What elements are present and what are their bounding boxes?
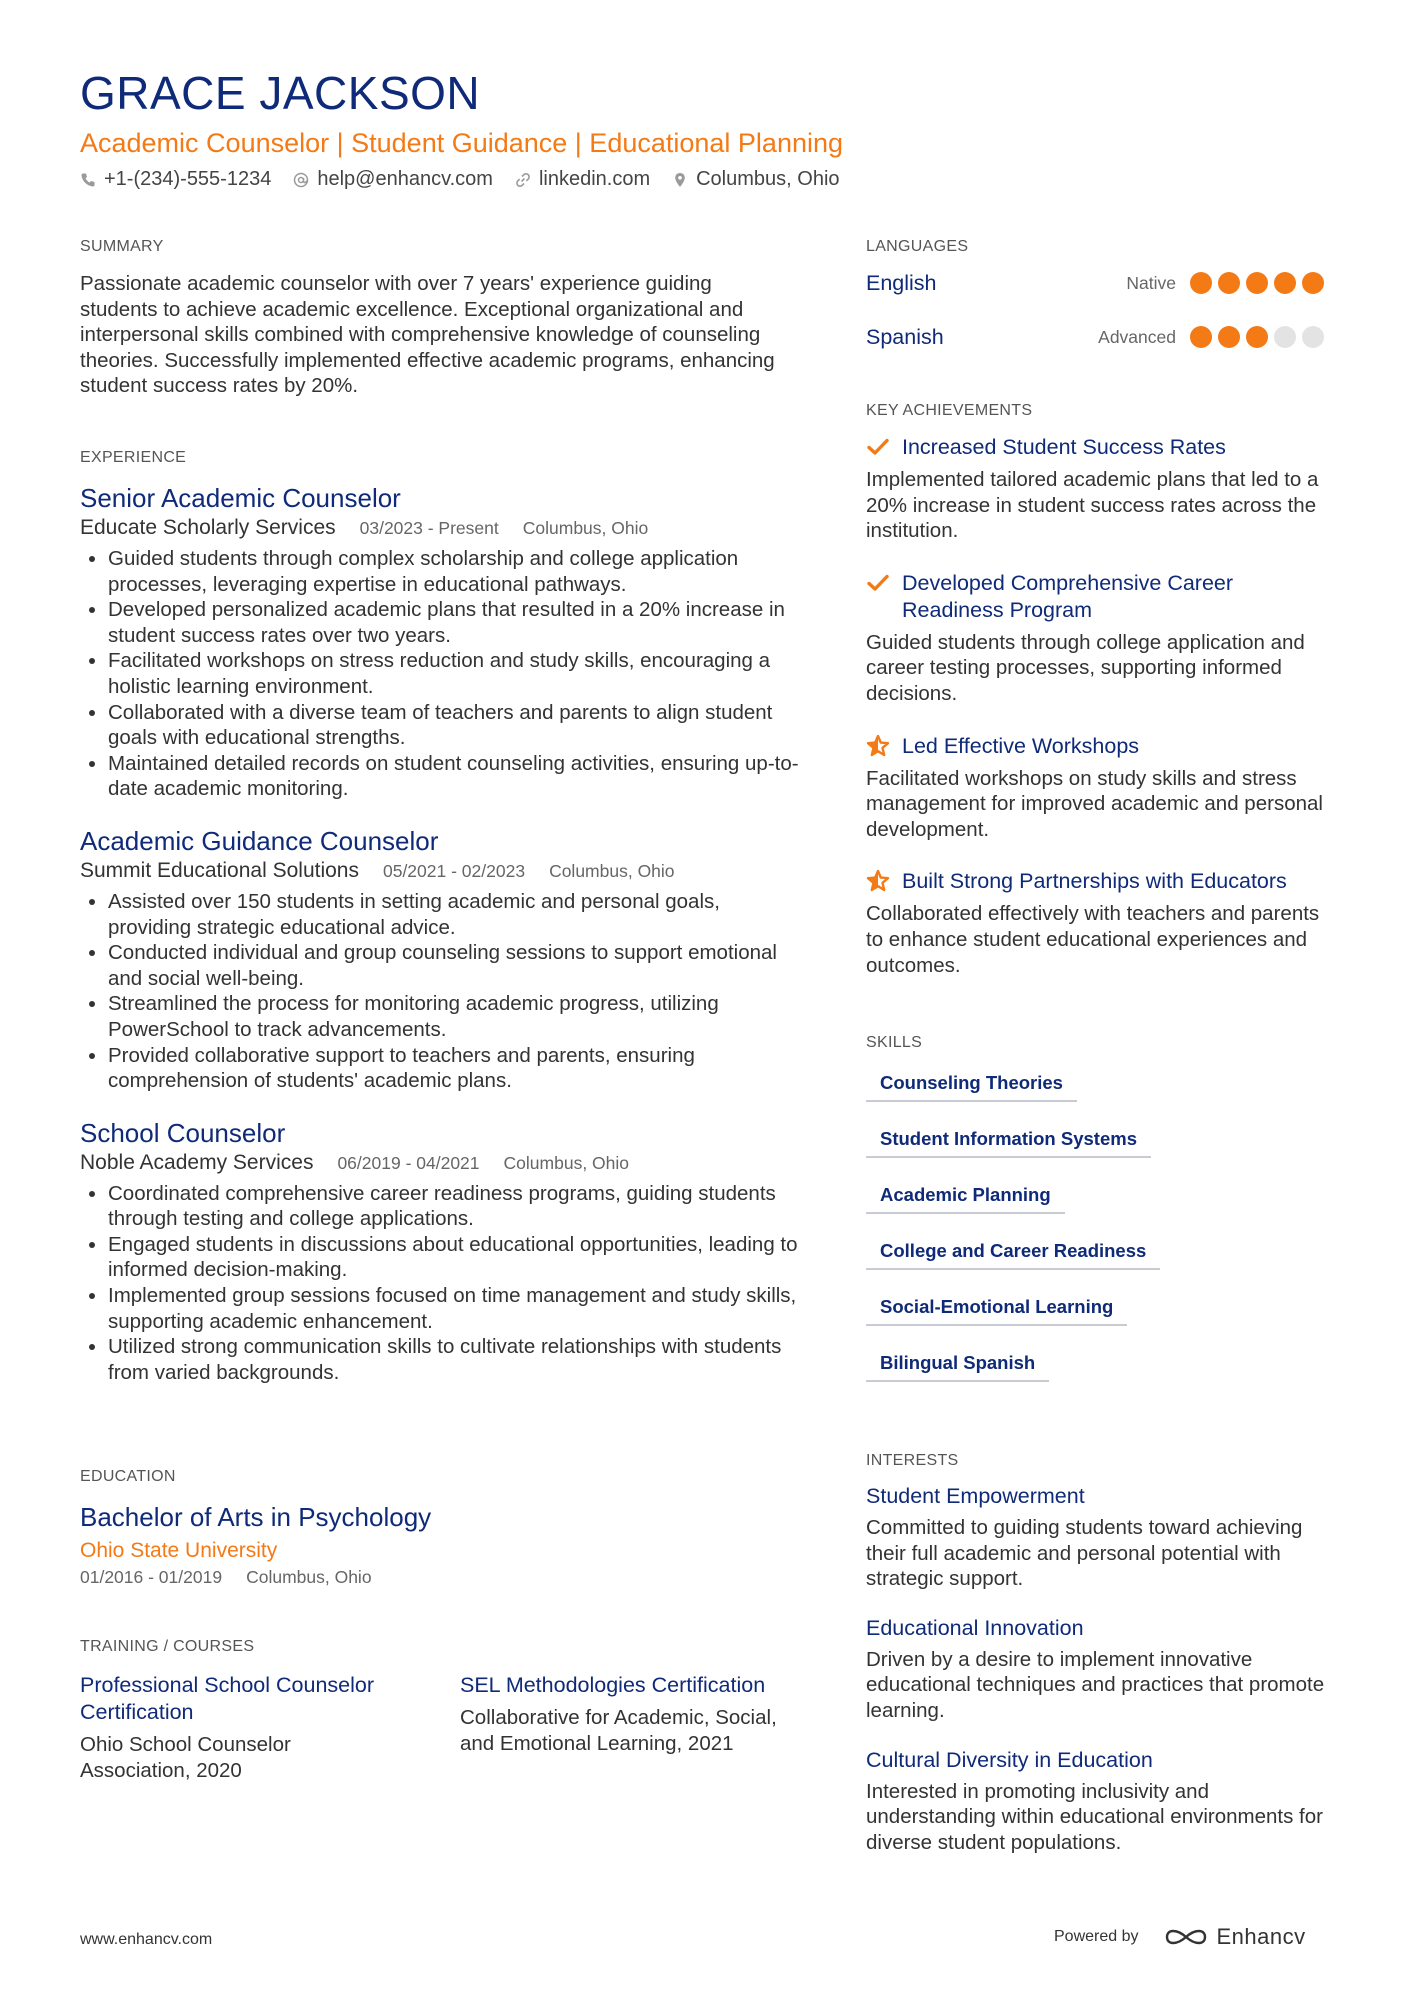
language-list [866,268,1336,352]
course-title: Professional School Counselor Certification [80,1673,374,1724]
rating-dot-empty [1274,326,1296,348]
language-name: Spanish [866,324,944,349]
job-location: Columbus, Ohio [549,860,675,881]
job-bullets [80,889,808,1094]
job-company: Noble Academy Services [80,1150,314,1174]
powered-by-label: Powered by [1054,1928,1139,1945]
job-bullets [80,546,808,802]
job-bullet: • Collaborated with a diverse team of teachers and parents to align student goals with educational strengths. [108,700,808,751]
job-entry [80,1118,800,1386]
experience-heading: EXPERIENCE [80,449,187,466]
job-bullet: • Implemented group sessions focused on time management and study skills, supporting academic enhancement. [108,1283,808,1334]
interests-heading: INTERESTS [866,1452,959,1469]
link-icon [515,172,531,188]
rating-dot-filled [1274,272,1296,294]
achievement-title: Led Effective Workshops [902,733,1140,758]
rating-dot-filled [1218,272,1240,294]
job-bullet: • Engaged students in discussions about educational opportunities, leading to informed decision-making. [108,1232,808,1283]
language-level: Native [1126,272,1176,293]
languages-heading: LANGUAGES [866,238,969,255]
rating-dot-filled [1190,326,1212,348]
job-bullet: • Streamlined the process for monitoring academic progress, utilizing PowerSchool to track advancements. [108,991,808,1042]
job-dates: 05/2021 - 02/2023 [382,860,526,881]
star-icon [866,869,890,893]
interest-description: Interested in promoting inclusivity and understanding within educational environments for diverse student populations. [866,1779,1323,1854]
job-company: Summit Educational Solutions [80,858,359,882]
job-bullet: • Coordinated comprehensive career readiness programs, guiding students through testing and college applications. [108,1181,808,1232]
education-dates: 01/2016 - 01/2019 [80,1567,223,1587]
achievement-description: Collaborated effectively with teachers and parents to enhance student educational experiences and outcomes. [866,902,1320,977]
education-section [80,1468,800,1588]
interest-list [866,1484,1336,1855]
job-meta [80,516,800,540]
interest-item [866,1616,1336,1724]
at-icon [293,172,309,188]
headline: Academic Counselor | Student Guidance | Educational Planning [80,128,844,158]
job-dates: 06/2019 - 04/2021 [337,1152,480,1173]
training-item [460,1672,780,1783]
interest-item [866,1748,1336,1856]
contact-email[interactable] [293,168,493,191]
education-school: Ohio State University [80,1539,278,1562]
language-item [866,322,1336,352]
location-text: Columbus, Ohio [696,168,840,190]
training-item [80,1672,400,1783]
achievements-heading: KEY ACHIEVEMENTS [866,402,1033,419]
job-bullet: • Developed personalized academic plans that resulted in a 20% increase in student success rates over two years. [108,597,808,648]
language-name: English [866,270,937,295]
skill-tag: Counseling Theories [866,1072,1077,1102]
job-title: Senior Academic Counselor [80,483,401,513]
language-item [866,268,1336,298]
job-dates: 03/2023 - Present [359,518,499,538]
education-meta [80,1567,800,1588]
job-bullet: • Utilized strong communication skills to cultivate relationships with students from varied backgrounds. [108,1334,808,1385]
job-meta [80,859,800,883]
candidate-name: GRACE JACKSON [80,67,481,119]
education-heading: EDUCATION [80,1468,176,1485]
interest-title: Educational Innovation [866,1615,1084,1640]
contact-linkedin[interactable] [515,168,650,191]
skills-list [866,1072,1336,1408]
job-location: Columbus, Ohio [503,1152,630,1173]
rating-dot-filled [1302,272,1324,294]
rating-dot-empty [1302,326,1324,348]
star-icon [866,734,890,758]
rating-dot-filled [1190,272,1212,294]
skill-tag: Academic Planning [866,1184,1065,1214]
job-bullet: • Provided collaborative support to teachers and parents, ensuring comprehension of students' academic plans. [108,1043,808,1094]
achievement-description: Implemented tailored academic plans that led to a 20% increase in student success rates across the institution. [866,468,1319,543]
interest-item [866,1484,1336,1592]
job-bullet: • Assisted over 150 students in setting academic and personal goals, providing strategic educational advice. [108,889,808,940]
achievement-list [866,434,1336,978]
footer-branding [1054,1924,1306,1950]
job-meta [80,1151,800,1175]
job-title: Academic Guidance Counselor [80,825,439,856]
achievement-item [866,570,1336,707]
check-icon [866,435,890,459]
brand-logo[interactable] [1163,1924,1306,1950]
skill-tag: Bilingual Spanish [866,1352,1049,1382]
course-description: Collaborative for Academic, Social, and Emotional Learning, 2021 [460,1706,777,1755]
job-bullet: • Maintained detailed records on student counseling activities, ensuring up-to-date academic monitoring. [108,751,808,802]
interest-description: Driven by a desire to implement innovative educational techniques and practices that promote learning. [866,1647,1325,1722]
brand-name: Enhancv [1216,1924,1306,1949]
job-bullets [80,1181,808,1386]
job-bullet: • Facilitated workshops on stress reduction and study skills, encouraging a holistic learning environment. [108,648,808,699]
contact-phone[interactable] [80,168,271,191]
rating-dot-filled [1246,272,1268,294]
skill-tag: Social-Emotional Learning [866,1296,1127,1326]
enhancv-logo-icon [1163,1925,1209,1949]
achievement-item [866,434,1336,544]
course-title: SEL Methodologies Certification [460,1673,766,1697]
summary-section [80,238,800,399]
skill-tag: Student Information Systems [866,1128,1151,1158]
job-bullet: • Guided students through complex scholarship and college application processes, leveraging expertise in educational pathways. [108,546,808,597]
phone-icon [80,172,96,188]
contact-bar [80,168,840,191]
job-title: School Counselor [80,1117,286,1148]
education-location: Columbus, Ohio [246,1567,372,1587]
footer-website[interactable]: www.enhancv.com [80,1931,213,1948]
achievement-title: Developed Comprehensive Career Readiness Program [902,570,1234,622]
job-entry [80,826,800,1094]
check-icon [866,571,890,595]
achievement-item [866,733,1336,843]
location-pin-icon [672,172,688,188]
achievement-title: Built Strong Partnerships with Educators [902,869,1287,894]
job-company: Educate Scholarly Services [80,516,336,539]
experience-section [80,449,800,1385]
language-rating [1190,326,1324,348]
job-location: Columbus, Ohio [522,518,649,538]
email-text: help@enhancv.com [317,168,493,190]
interest-title: Cultural Diversity in Education [866,1747,1153,1772]
skills-section [866,1034,1336,1408]
achievement-title: Increased Student Success Rates [902,435,1226,459]
interests-section [866,1452,1336,1855]
job-entry [80,483,800,802]
achievement-description: Guided students through college application and career testing processes, supporting informed decisions. [866,630,1305,705]
course-description: Ohio School Counselor Association, 2020 [80,1733,291,1782]
skills-heading: SKILLS [866,1034,923,1051]
summary-text: Passionate academic counselor with over 7 years' experience guiding students to achieve academic excellence. Exceptional organizational and interpersonal skills combined with comprehensive knowledge of counseling theories. Successfully implemented effective academic programs, enhancing student success rates by 20%. [80,272,775,398]
training-heading: TRAINING / COURSES [80,1638,255,1655]
phone-text: +1-(234)-555-1234 [104,168,272,190]
skill-tag: College and Career Readiness [866,1240,1160,1270]
training-section [80,1638,800,1783]
languages-section [866,238,1336,352]
interest-description: Committed to guiding students toward achieving their full academic and personal potential with strategic support. [866,1516,1303,1591]
language-level: Advanced [1098,326,1176,347]
rating-dot-filled [1246,326,1268,348]
language-rating [1190,272,1324,294]
training-list [80,1672,800,1783]
contact-location [672,168,839,191]
achievement-item [866,868,1336,978]
education-degree: Bachelor of Arts in Psychology [80,1502,432,1532]
summary-heading: SUMMARY [80,238,164,255]
interest-title: Student Empowerment [866,1484,1085,1508]
achievement-description: Facilitated workshops on study skills and stress management for improved academic and personal development. [866,766,1323,841]
achievements-section [866,402,1336,1004]
rating-dot-filled [1218,326,1240,348]
linkedin-text: linkedin.com [538,168,651,190]
job-bullet: • Conducted individual and group counseling sessions to support emotional and social well-being. [108,940,808,991]
